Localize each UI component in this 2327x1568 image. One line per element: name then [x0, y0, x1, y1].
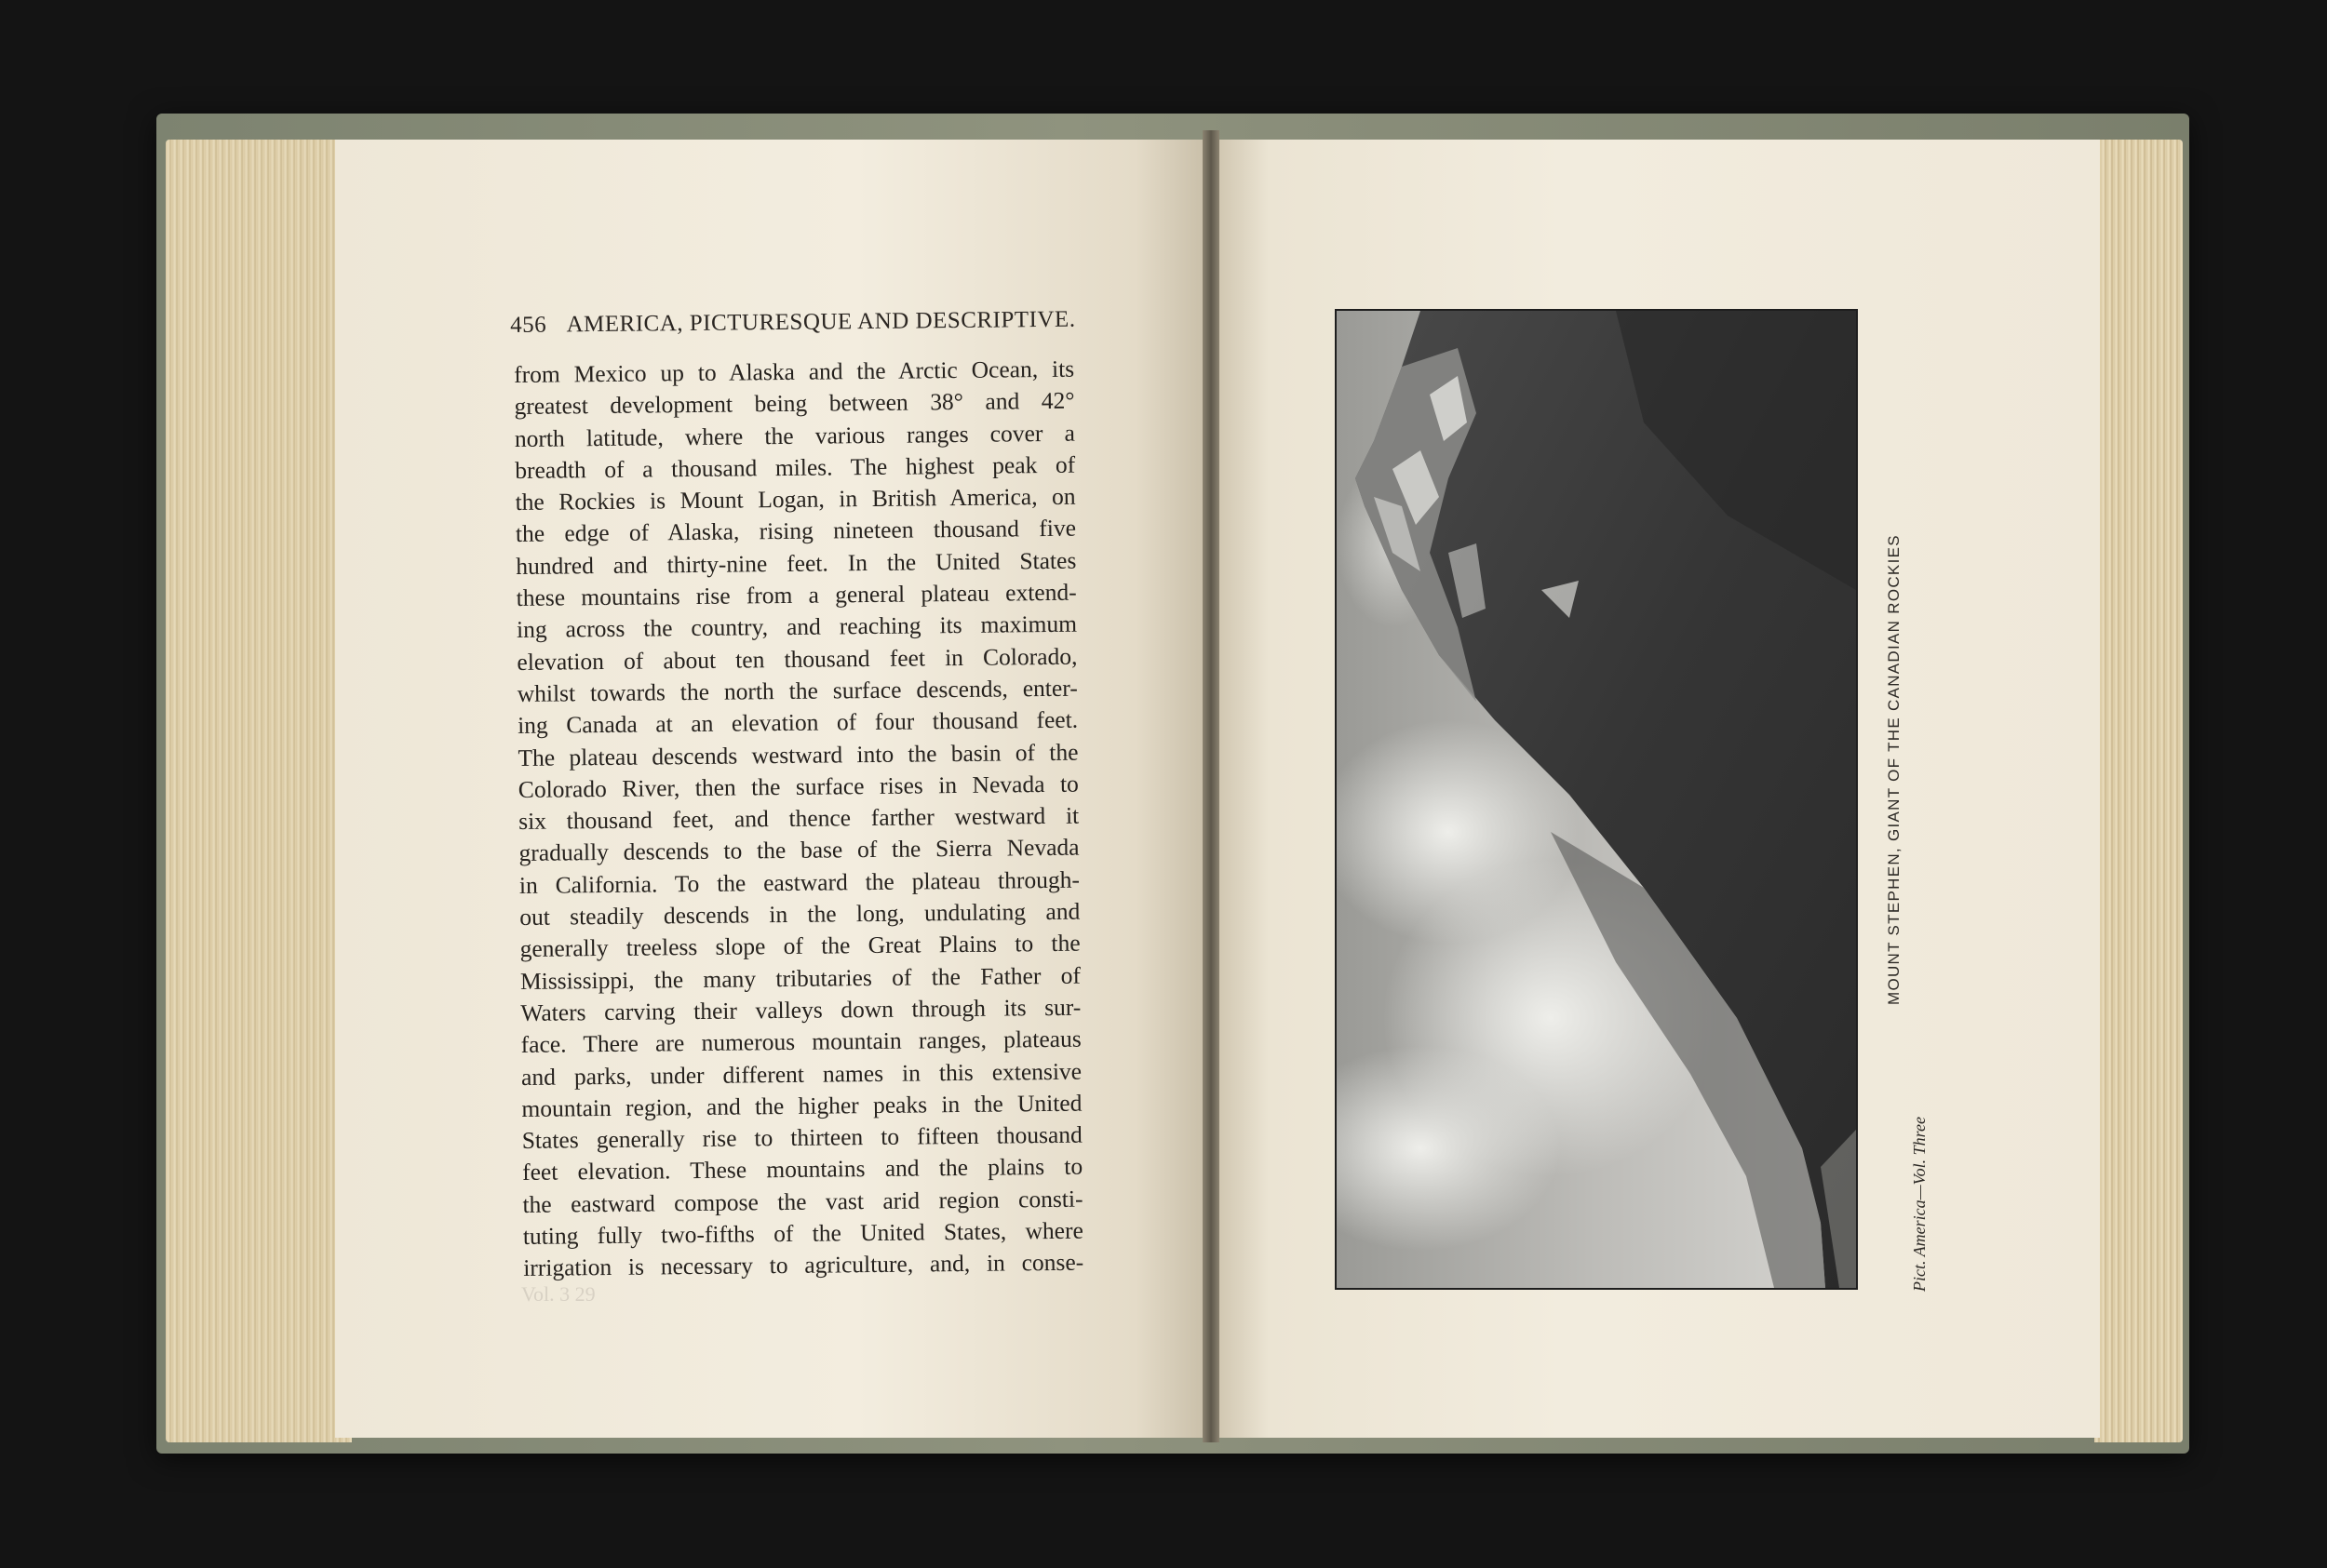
text-line: these mountains rise from a general plateau extend-: [516, 578, 1077, 612]
text-line: irrigation is necessary to agriculture, and, in conse-: [523, 1248, 1084, 1282]
mountain-photo-image: [1337, 311, 1856, 1288]
text-line: gradually descends to the base of the Sierra Nevada: [518, 834, 1080, 867]
text-line: Mississippi, the many tributaries of the Father of: [519, 961, 1082, 995]
text-line: face. There are numerous mountain ranges, plateaus: [520, 1025, 1082, 1059]
right-page-edges: [2094, 140, 2183, 1442]
book-gutter: [1203, 130, 1219, 1442]
text-line: hundred and thirty-nine feet. In the United States: [516, 546, 1077, 580]
text-line: in California. To the eastward the plateau through-: [518, 865, 1081, 899]
text-line: breadth of a thousand miles. The highest peak of: [515, 450, 1076, 484]
mountain-photograph: [1337, 311, 1856, 1288]
page-number: 456: [510, 312, 547, 338]
text-line: out steadily descends in the long, undulating and: [519, 897, 1081, 931]
plate-caption: MOUNT STEPHEN, GIANT OF THE CANADIAN ROCKIES: [1885, 534, 1903, 1005]
running-head-title: AMERICA, PICTURESQUE AND DESCRIPTIVE.: [566, 306, 1076, 338]
left-page-edges: [166, 140, 352, 1442]
text-line: Waters carving their valleys down through its sur-: [520, 993, 1082, 1026]
text-line: the Rockies is Mount Logan, in British America, on: [515, 482, 1076, 516]
text-line: whilst towards the north the surface descends, enter-: [517, 674, 1078, 707]
text-line: Colorado River, then the surface rises in Nevada to: [518, 770, 1079, 803]
text-line: six thousand feet, and thence farther westward it: [518, 801, 1080, 836]
text-line: and parks, under different names in this extensive: [520, 1057, 1083, 1091]
signature-mark: Vol. 3 29: [521, 1282, 596, 1306]
text-line: the eastward compose the vast arid region consti-: [522, 1185, 1083, 1218]
text-line: ing Canada at an elevation of four thousand feet.: [517, 705, 1079, 740]
text-line: north latitude, where the various ranges cover a: [514, 419, 1076, 452]
text-line: elevation of about ten thousand feet in Colorado,: [517, 642, 1078, 676]
text-line: generally treeless slope of the Great Plains to the: [519, 930, 1081, 963]
text-line: greatest development being between 38° and 42°: [514, 386, 1075, 421]
text-line: ing across the country, and reaching its maximum: [516, 610, 1078, 644]
plate-credit: Pict. America—Vol. Three: [1910, 1117, 1929, 1292]
text-line: from Mexico up to Alaska and the Arctic Ocean, its: [514, 355, 1075, 388]
text-line: The plateau descends westward into the basin of the: [518, 738, 1079, 771]
text-line: mountain region, and the higher peaks in the United: [521, 1089, 1083, 1122]
text-line: the edge of Alaska, rising nineteen thousand five: [515, 515, 1077, 548]
body-text: [514, 354, 1083, 1285]
text-line: feet elevation. These mountains and the plains to: [521, 1153, 1083, 1186]
text-line: tuting fully two-fifths of the United States, where: [522, 1216, 1083, 1250]
text-line: States generally rise to thirteen to fifteen thousand: [521, 1120, 1083, 1155]
